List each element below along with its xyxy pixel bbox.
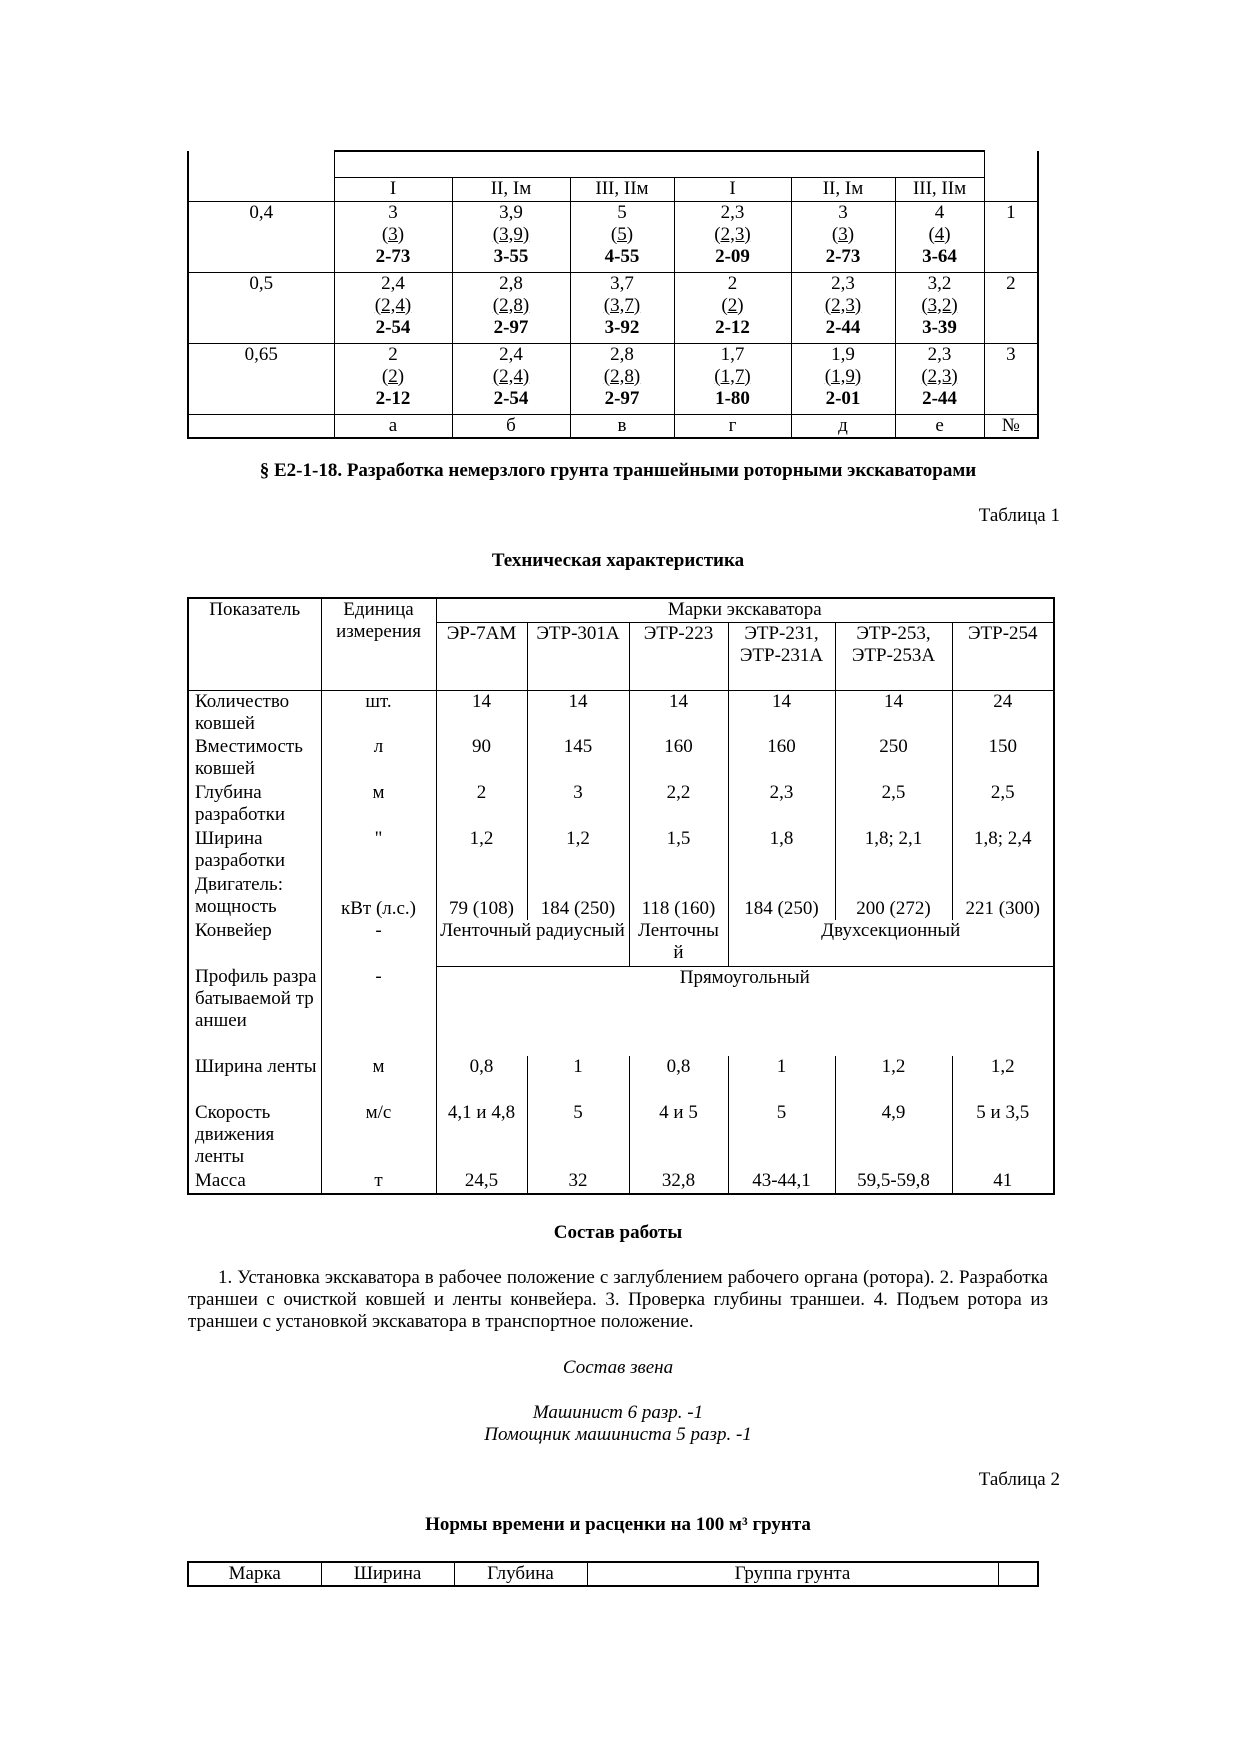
value-cell: 0,8 — [629, 1056, 728, 1102]
brand-header: ЭТР-301А — [527, 622, 629, 690]
row-label: Вместимость ковшей — [188, 736, 321, 782]
norm-cell: 2 (2) 2-12 — [334, 343, 452, 414]
row-label: Профиль разрабатываемой траншеи — [188, 966, 321, 1056]
norm-cell: 2,8 (2,8) 2-97 — [452, 272, 570, 343]
brand-header: ЭТР-231, ЭТР-231А — [728, 622, 835, 690]
row-number: 2 — [984, 272, 1038, 343]
brand-header: ЭТР-223 — [629, 622, 728, 690]
value-cell: 43-44,1 — [728, 1170, 835, 1194]
row-label: Количество ковшей — [188, 690, 321, 736]
table1-label: Таблица 1 — [978, 505, 1060, 526]
column-letter: д — [791, 414, 895, 438]
norm-cell: 2,3 (2,3) 2-09 — [674, 201, 791, 272]
col-header-width: Ширина — [321, 1562, 454, 1586]
row-number: 3 — [984, 343, 1038, 414]
value-cell: 4,9 — [835, 1102, 952, 1170]
norm-cell: 3,9 (3,9) 3-55 — [452, 201, 570, 272]
row-number: 1 — [984, 201, 1038, 272]
value-cell: 14 — [835, 690, 952, 736]
grade-header: III, IIм — [570, 177, 674, 201]
col-header-soil-group: Группа грунта — [587, 1562, 998, 1586]
value-cell: 150 — [952, 736, 1054, 782]
header-brands: Марки экскаватора — [436, 598, 1054, 622]
row-label: Ширина ленты — [188, 1056, 321, 1102]
value-cell: Двухсекционный — [728, 920, 1054, 966]
value-cell: 0,8 — [436, 1056, 527, 1102]
value-cell: 2,5 — [835, 782, 952, 828]
unit-cell: л — [321, 736, 436, 782]
value-cell: 145 — [527, 736, 629, 782]
norm-cell: 2,3 (2,3) 2-44 — [791, 272, 895, 343]
norm-cell: 2,8 (2,8) 2-97 — [570, 343, 674, 414]
work-description: 1. Установка экскаватора в рабочее положение с заглублением рабочего органа (ротора). 2. Разработка траншеи с очисткой ковшей и ленты конвейера. 3. Проверка глубины траншеи. 4. Подъем ротора из траншеи с установкой экскаватора в транспортное положение. — [188, 1267, 1048, 1332]
unit-cell: - — [321, 966, 436, 1056]
value-cell: Ленточный — [629, 920, 728, 966]
value-cell: 184 (250) — [728, 874, 835, 920]
value-cell: 200 (272) — [835, 874, 952, 920]
column-letter: в — [570, 414, 674, 438]
value-cell: 32 — [527, 1170, 629, 1194]
brand-header: ЭТР-254 — [952, 622, 1054, 690]
norm-cell: 4 (4) 3-64 — [895, 201, 984, 272]
norm-cell: 1,9 (1,9) 2-01 — [791, 343, 895, 414]
grade-header: II, Iм — [791, 177, 895, 201]
value-cell: 79 (108) — [436, 874, 527, 920]
value-cell: 1,5 — [629, 828, 728, 874]
row-label: Масса — [188, 1170, 321, 1194]
value-cell: 2,5 — [952, 782, 1054, 828]
value-cell: 1 — [527, 1056, 629, 1102]
value-cell: 1,8; 2,1 — [835, 828, 952, 874]
unit-cell: м — [321, 1056, 436, 1102]
grade-header: I — [674, 177, 791, 201]
value-cell: 221 (300) — [952, 874, 1054, 920]
value-cell: 14 — [728, 690, 835, 736]
value-cell: 1,2 — [835, 1056, 952, 1102]
norm-cell: 3 (3) 2-73 — [791, 201, 895, 272]
value-cell: 14 — [629, 690, 728, 736]
value-cell: 184 (250) — [527, 874, 629, 920]
value-cell: Ленточный радиусный — [436, 920, 629, 966]
crew-title: Состав звена — [562, 1357, 674, 1378]
column-letter: а — [334, 414, 452, 438]
value-cell: Прямоугольный — [436, 966, 1054, 1056]
norm-cell: 3,2 (3,2) 3-39 — [895, 272, 984, 343]
unit-cell: кВт (л.с.) — [321, 874, 436, 920]
value-cell: 5 — [527, 1102, 629, 1170]
col-header-empty — [998, 1562, 1038, 1586]
value-cell: 14 — [436, 690, 527, 736]
value-cell: 24 — [952, 690, 1054, 736]
col-header-brand: Марка — [188, 1562, 321, 1586]
brand-header: ЭТР-253, ЭТР-253А — [835, 622, 952, 690]
depth-cell: 0,65 — [188, 343, 334, 414]
norm-cell: 5 (5) 4-55 — [570, 201, 674, 272]
norm-cell: 2,4 (2,4) 2-54 — [334, 272, 452, 343]
column-letter: е — [895, 414, 984, 438]
work-title: Состав работы — [553, 1222, 683, 1243]
unit-cell: - — [321, 920, 436, 966]
depth-cell: 0,4 — [188, 201, 334, 272]
value-cell: 1,8 — [728, 828, 835, 874]
value-cell: 2,3 — [728, 782, 835, 828]
value-cell: 2 — [436, 782, 527, 828]
row-label: Скорость движения ленты — [188, 1102, 321, 1170]
value-cell: 1,8; 2,4 — [952, 828, 1054, 874]
value-cell: 14 — [527, 690, 629, 736]
unit-cell: м/с — [321, 1102, 436, 1170]
value-cell: 41 — [952, 1170, 1054, 1194]
grade-header: II, Iм — [452, 177, 570, 201]
column-letter: г — [674, 414, 791, 438]
value-cell: 59,5-59,8 — [835, 1170, 952, 1194]
column-letter: б — [452, 414, 570, 438]
value-cell: 90 — [436, 736, 527, 782]
value-cell: 1,2 — [952, 1056, 1054, 1102]
depth-cell: 0,5 — [188, 272, 334, 343]
brand-header: ЭР-7АМ — [436, 622, 527, 690]
norm-cell: 2,3 (2,3) 2-44 — [895, 343, 984, 414]
value-cell: 1 — [728, 1056, 835, 1102]
value-cell: 2,2 — [629, 782, 728, 828]
col-header-depth: Глубина — [454, 1562, 587, 1586]
row-label: Глубина разработки — [188, 782, 321, 828]
value-cell: 160 — [629, 736, 728, 782]
value-cell: 160 — [728, 736, 835, 782]
unit-cell: " — [321, 828, 436, 874]
value-cell: 24,5 — [436, 1170, 527, 1194]
norm-cell: 2 (2) 2-12 — [674, 272, 791, 343]
crew-line: Помощник машиниста 5 разр. -1 — [484, 1424, 752, 1445]
crew-line: Машинист 6 разр. -1 — [532, 1402, 704, 1423]
row-label: Двигатель: мощность — [188, 874, 321, 920]
value-cell: 250 — [835, 736, 952, 782]
value-cell: 4 и 5 — [629, 1102, 728, 1170]
row-label: Ширина разработки — [188, 828, 321, 874]
unit-cell: шт. — [321, 690, 436, 736]
table2-title: Нормы времени и расценки на 100 м³ грунта — [425, 1514, 811, 1535]
value-cell: 1,2 — [436, 828, 527, 874]
header-unit: Единица измерения — [321, 598, 436, 690]
unit-cell: м — [321, 782, 436, 828]
section-title: § Е2-1-18. Разработка немерзлого грунта траншейными роторными экскаваторами — [259, 460, 977, 481]
tech-spec-table — [187, 597, 1055, 1195]
value-cell: 118 (160) — [629, 874, 728, 920]
norm-cell: 3,7 (3,7) 3-92 — [570, 272, 674, 343]
value-cell: 5 и 3,5 — [952, 1102, 1054, 1170]
norms-table-header — [187, 1561, 1039, 1587]
header-indicator: Показатель — [188, 598, 321, 690]
number-sign: № — [984, 414, 1038, 438]
norms-table-continued — [187, 150, 1039, 439]
value-cell: 1,2 — [527, 828, 629, 874]
norm-cell: 1,7 (1,7) 1-80 — [674, 343, 791, 414]
unit-cell: т — [321, 1170, 436, 1194]
norm-cell: 2,4 (2,4) 2-54 — [452, 343, 570, 414]
row-label: Конвейер — [188, 920, 321, 966]
grade-header: III, IIм — [895, 177, 984, 201]
table2-label: Таблица 2 — [978, 1469, 1060, 1490]
table1-title: Техническая характеристика — [491, 550, 745, 571]
value-cell: 5 — [728, 1102, 835, 1170]
grade-header: I — [334, 177, 452, 201]
value-cell: 32,8 — [629, 1170, 728, 1194]
value-cell: 3 — [527, 782, 629, 828]
norm-cell: 3 (3) 2-73 — [334, 201, 452, 272]
value-cell: 4,1 и 4,8 — [436, 1102, 527, 1170]
